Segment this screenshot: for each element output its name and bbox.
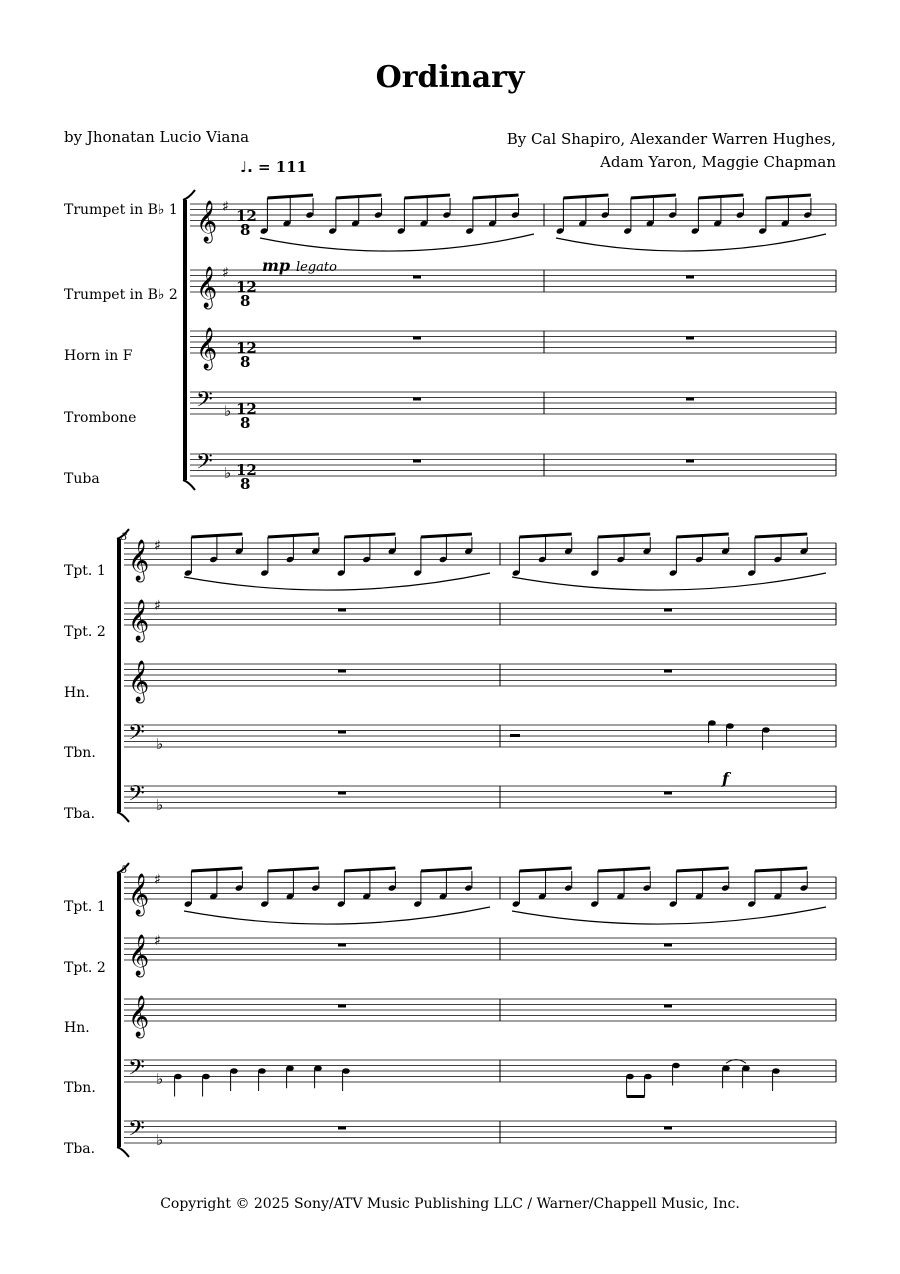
beam bbox=[336, 195, 382, 198]
slur bbox=[184, 907, 490, 924]
instrument-label-short-tba: Tba. bbox=[64, 806, 96, 822]
bass-clef-icon: 𝄢 bbox=[128, 1116, 145, 1147]
instrument-label-short-hn-s3: Hn. bbox=[64, 1020, 90, 1036]
flat-icon: ♭ bbox=[156, 735, 164, 753]
bracket-hook-bottom bbox=[183, 480, 195, 490]
bass-clef-icon: 𝄢 bbox=[128, 720, 145, 751]
treble-clef-icon: 𝄞 bbox=[128, 996, 150, 1037]
instrument-label-trumpet-2: Trumpet in B♭ 2 bbox=[64, 287, 178, 303]
time-sig-top: 12 bbox=[236, 207, 257, 225]
bracket-hook-bottom bbox=[117, 1147, 129, 1157]
beam bbox=[268, 534, 319, 537]
beam bbox=[676, 868, 728, 871]
measure-number-3: 3 bbox=[121, 532, 128, 543]
instrument-label-short-tpt2: Tpt. 2 bbox=[64, 624, 106, 640]
sharp-icon: ♯ bbox=[154, 597, 161, 614]
time-sig-bottom: 8 bbox=[240, 475, 251, 493]
beam bbox=[676, 534, 728, 537]
whole-rest bbox=[664, 1127, 672, 1130]
whole-rest bbox=[664, 609, 672, 612]
slur bbox=[556, 234, 826, 251]
beam bbox=[473, 195, 519, 198]
treble-clef-icon: 𝄞 bbox=[196, 328, 218, 369]
time-sig-bottom: 8 bbox=[240, 221, 251, 239]
flat-icon: ♭ bbox=[156, 796, 164, 814]
treble-clef-icon: 𝄞 bbox=[196, 201, 218, 242]
dynamic-mp: mp bbox=[262, 256, 291, 275]
instrument-label-short-tbn: Tbn. bbox=[64, 745, 96, 761]
time-signatures bbox=[236, 207, 257, 493]
measure-number-5: 5 bbox=[121, 865, 128, 876]
sharp-icon: ♯ bbox=[222, 264, 229, 281]
beam bbox=[267, 195, 313, 198]
beam bbox=[519, 534, 571, 537]
time-sig-bottom: 8 bbox=[240, 353, 251, 371]
note-head bbox=[772, 1068, 780, 1074]
whole-rest bbox=[664, 944, 672, 947]
sharp-icon: ♯ bbox=[154, 537, 161, 554]
bass-clef-icon: 𝄢 bbox=[196, 449, 213, 480]
dynamic-f: f bbox=[722, 769, 729, 788]
arranger-credit: by Jhonatan Lucio Viana bbox=[64, 128, 250, 146]
whole-rest bbox=[338, 944, 346, 947]
time-sig-bottom: 8 bbox=[240, 414, 251, 432]
beam bbox=[766, 195, 811, 198]
whole-rest bbox=[338, 731, 346, 734]
beam bbox=[698, 195, 743, 198]
time-sig-top: 12 bbox=[236, 278, 257, 296]
note-head bbox=[626, 1074, 634, 1080]
beam bbox=[268, 868, 319, 871]
whole-rest bbox=[338, 792, 346, 795]
note-head bbox=[708, 720, 716, 726]
beam bbox=[563, 195, 608, 198]
note-head bbox=[726, 723, 734, 729]
instrument-label-short-tba-s3: Tba. bbox=[64, 1141, 96, 1157]
whole-rest bbox=[686, 460, 694, 463]
note-head bbox=[286, 1065, 294, 1071]
whole-rest bbox=[664, 792, 672, 795]
beam bbox=[755, 868, 807, 871]
instrument-label-short-hn: Hn. bbox=[64, 685, 90, 701]
bass-clef-icon: 𝄢 bbox=[128, 781, 145, 812]
slur bbox=[512, 907, 826, 924]
tempo-value: = 111 bbox=[258, 158, 308, 176]
beam bbox=[598, 868, 650, 871]
instrument-label-short-tpt2-s3: Tpt. 2 bbox=[64, 960, 106, 976]
note-head bbox=[672, 1063, 680, 1069]
staff-lines bbox=[117, 190, 836, 1157]
note-head bbox=[762, 727, 770, 733]
half-rest bbox=[510, 734, 520, 737]
beam bbox=[755, 534, 807, 537]
treble-clef-icon: 𝄞 bbox=[128, 935, 150, 976]
whole-rest bbox=[686, 337, 694, 340]
whole-rest bbox=[338, 1005, 346, 1008]
bracket-hook-top bbox=[183, 190, 195, 200]
whole-rest bbox=[338, 609, 346, 612]
slur bbox=[184, 573, 490, 590]
dotted-quarter-note-icon: ♩. bbox=[240, 158, 253, 176]
sharp-icon: ♯ bbox=[154, 932, 161, 949]
whole-rest bbox=[413, 460, 421, 463]
bass-clef-icon: 𝄢 bbox=[128, 1055, 145, 1086]
whole-rest bbox=[664, 670, 672, 673]
instrument-label-horn: Horn in F bbox=[64, 348, 133, 364]
expression-legato: legato bbox=[296, 260, 337, 275]
slur bbox=[260, 234, 534, 251]
composer-line-1: By Cal Shapiro, Alexander Warren Hughes, bbox=[506, 130, 836, 148]
time-sig-top: 12 bbox=[236, 400, 257, 418]
whole-rest bbox=[413, 276, 421, 279]
instrument-label-tuba: Tuba bbox=[64, 471, 100, 487]
beam bbox=[191, 534, 242, 537]
note-head bbox=[722, 1065, 730, 1071]
whole-rest bbox=[686, 398, 694, 401]
instrument-label-short-tpt1-s3: Tpt. 1 bbox=[64, 899, 106, 915]
time-sig-top: 12 bbox=[236, 339, 257, 357]
whole-rest bbox=[664, 1005, 672, 1008]
flat-icon: ♭ bbox=[156, 1070, 164, 1088]
note-head bbox=[174, 1074, 182, 1080]
time-sig-bottom: 8 bbox=[240, 292, 251, 310]
instrument-label-short-tbn-s3: Tbn. bbox=[64, 1080, 96, 1096]
beam bbox=[421, 868, 472, 871]
copyright-notice: Copyright © 2025 Sony/ATV Music Publishing LLC / Warner/Chappell Music, Inc. bbox=[160, 1196, 740, 1212]
note-head bbox=[342, 1068, 350, 1074]
flat-icon: ♭ bbox=[156, 1131, 164, 1149]
whole-rest bbox=[686, 276, 694, 279]
beam bbox=[631, 195, 676, 198]
beam bbox=[191, 868, 242, 871]
beam bbox=[598, 534, 650, 537]
instrument-label-short-tpt1: Tpt. 1 bbox=[64, 563, 106, 579]
treble-clef-icon: 𝄞 bbox=[128, 600, 150, 641]
note-head bbox=[258, 1068, 266, 1074]
beam bbox=[404, 195, 450, 198]
slur bbox=[512, 573, 826, 590]
sharp-icon: ♯ bbox=[154, 871, 161, 888]
whole-rest bbox=[338, 1127, 346, 1130]
whole-rest bbox=[338, 670, 346, 673]
time-sig-top: 12 bbox=[236, 461, 257, 479]
flat-icon: ♭ bbox=[224, 402, 232, 420]
notation bbox=[128, 195, 826, 1149]
beam bbox=[421, 534, 472, 537]
instrument-label-trumpet-1: Trumpet in B♭ 1 bbox=[64, 202, 178, 218]
note-head bbox=[202, 1074, 210, 1080]
note-head bbox=[230, 1068, 238, 1074]
treble-clef-icon: 𝄞 bbox=[128, 874, 150, 915]
treble-clef-icon: 𝄞 bbox=[128, 540, 150, 581]
note-head bbox=[742, 1065, 750, 1071]
bass-clef-icon: 𝄢 bbox=[196, 387, 213, 418]
flat-icon: ♭ bbox=[224, 464, 232, 482]
page-title: Ordinary bbox=[375, 60, 525, 95]
note-head bbox=[314, 1065, 322, 1071]
treble-clef-icon: 𝄞 bbox=[128, 661, 150, 702]
sharp-icon: ♯ bbox=[222, 198, 229, 215]
note-head bbox=[644, 1074, 652, 1080]
beam bbox=[519, 868, 571, 871]
instrument-label-trombone: Trombone bbox=[64, 410, 137, 426]
composer-line-2: Adam Yaron, Maggie Chapman bbox=[600, 153, 836, 171]
whole-rest bbox=[413, 337, 421, 340]
treble-clef-icon: 𝄞 bbox=[196, 267, 218, 308]
beam bbox=[344, 534, 395, 537]
whole-rest bbox=[413, 398, 421, 401]
beam bbox=[344, 868, 395, 871]
bracket-hook-bottom bbox=[117, 812, 129, 822]
